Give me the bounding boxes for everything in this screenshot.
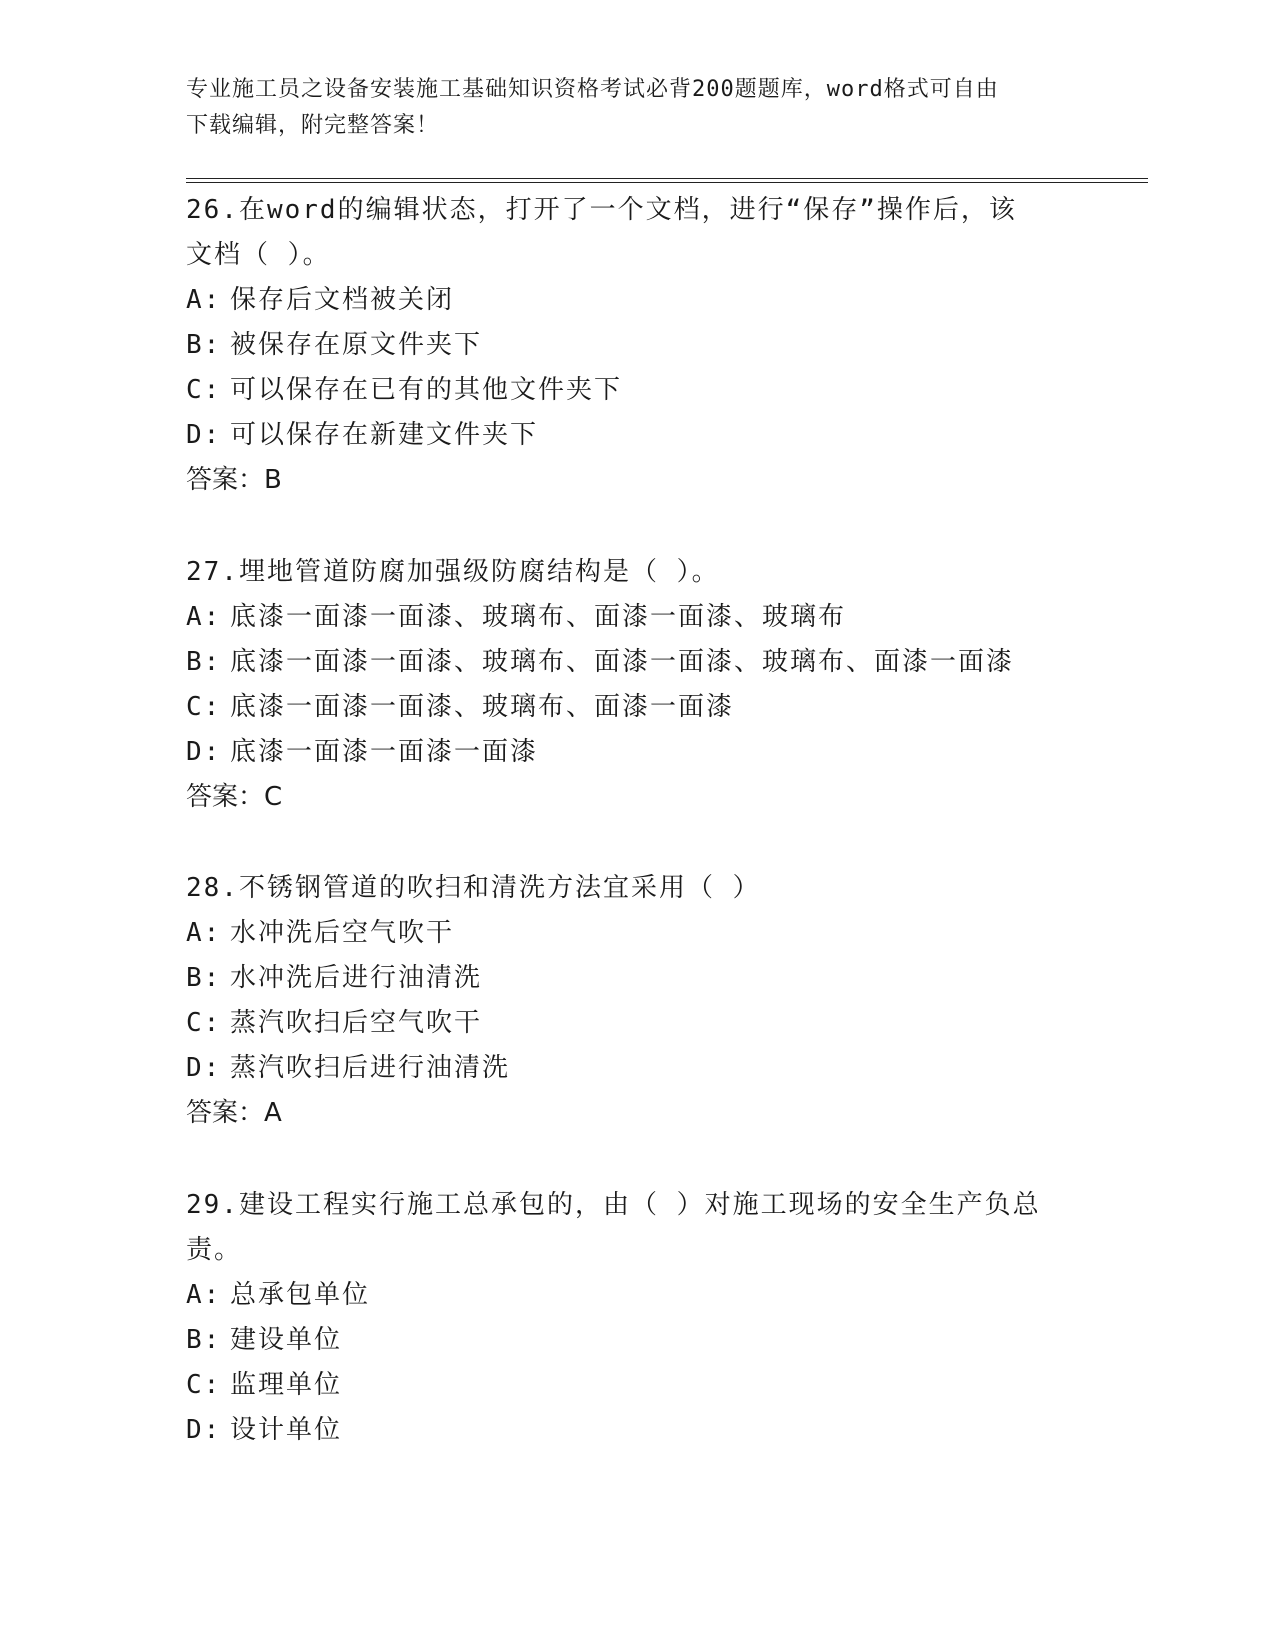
option-letter: B: xyxy=(186,1325,222,1355)
option-b xyxy=(186,640,1186,685)
question-stem: 28.不锈钢管道的吹扫和清洗方法宜采用（ ） xyxy=(186,873,761,903)
option-d xyxy=(186,413,1186,458)
header-line-2: 下载编辑，附完整答案！ xyxy=(186,113,440,138)
option-letter: C: xyxy=(186,1008,222,1038)
option-letter: A: xyxy=(186,285,222,315)
header-divider-top xyxy=(186,178,1148,179)
option-letter: D: xyxy=(186,420,222,450)
option-letter: B: xyxy=(186,330,222,360)
option-text: 监理单位 xyxy=(230,1370,343,1400)
header-divider-bottom xyxy=(186,182,1148,183)
option-text: 水冲洗后空气吹干 xyxy=(230,918,455,948)
question-stem: 29.建设工程实行施工总承包的，由（ ）对施工现场的安全生产负总 xyxy=(186,1190,1041,1220)
option-letter: A: xyxy=(186,918,222,948)
option-letter: A: xyxy=(186,602,222,632)
option-letter: B: xyxy=(186,963,222,993)
option-text: 建设单位 xyxy=(230,1325,343,1355)
option-letter: A: xyxy=(186,1280,222,1310)
option-a xyxy=(186,595,1186,640)
question-stem: 26.在word的编辑状态，打开了一个文档，进行“保存”操作后，该 xyxy=(186,195,1017,225)
option-text: 可以保存在已有的其他文件夹下 xyxy=(230,375,623,405)
option-letter: C: xyxy=(186,692,222,722)
option-text: 底漆一面漆一面漆、玻璃布、面漆一面漆 xyxy=(230,692,735,722)
option-letter: B: xyxy=(186,647,222,677)
option-b xyxy=(186,1318,1186,1363)
option-d xyxy=(186,1408,1186,1453)
option-d xyxy=(186,1046,1186,1091)
option-letter: D: xyxy=(186,1415,222,1445)
header-line-1: 专业施工员之设备安装施工基础知识资格考试必背200题题库，word格式可自由 xyxy=(186,77,999,102)
option-text: 蒸汽吹扫后空气吹干 xyxy=(230,1008,483,1038)
option-text: 水冲洗后进行油清洗 xyxy=(230,963,483,993)
answer-line: 答案：A xyxy=(186,1098,282,1128)
option-text: 保存后文档被关闭 xyxy=(230,285,455,315)
question-stem-continued: 文档（ ）。 xyxy=(186,240,331,270)
option-b xyxy=(186,956,1186,1001)
option-c xyxy=(186,1001,1186,1046)
option-a xyxy=(186,1273,1186,1318)
option-a xyxy=(186,278,1186,323)
option-text: 设计单位 xyxy=(230,1415,343,1445)
answer-line: 答案：B xyxy=(186,465,282,495)
option-a xyxy=(186,911,1186,956)
question-stem: 27.埋地管道防腐加强级防腐结构是（ ）。 xyxy=(186,557,720,587)
question-26 xyxy=(186,188,1186,503)
question-29 xyxy=(186,1183,1186,1453)
option-letter: C: xyxy=(186,375,222,405)
option-text: 底漆一面漆一面漆、玻璃布、面漆一面漆、玻璃布 xyxy=(230,602,847,632)
answer-line: 答案：C xyxy=(186,782,283,812)
option-c xyxy=(186,685,1186,730)
option-b xyxy=(186,323,1186,368)
option-text: 底漆一面漆一面漆一面漆 xyxy=(230,737,539,767)
option-text: 总承包单位 xyxy=(230,1280,371,1310)
option-text: 被保存在原文件夹下 xyxy=(230,330,483,360)
document-header xyxy=(186,72,1086,144)
option-text: 蒸汽吹扫后进行油清洗 xyxy=(230,1053,511,1083)
question-28 xyxy=(186,866,1186,1136)
option-d xyxy=(186,730,1186,775)
option-c xyxy=(186,368,1186,413)
option-c xyxy=(186,1363,1186,1408)
option-text: 底漆一面漆一面漆、玻璃布、面漆一面漆、玻璃布、面漆一面漆 xyxy=(230,647,1015,677)
option-letter: C: xyxy=(186,1370,222,1400)
option-letter: D: xyxy=(186,737,222,767)
question-27 xyxy=(186,550,1186,820)
option-text: 可以保存在新建文件夹下 xyxy=(230,420,539,450)
question-stem-continued: 责。 xyxy=(186,1235,243,1265)
option-letter: D: xyxy=(186,1053,222,1083)
